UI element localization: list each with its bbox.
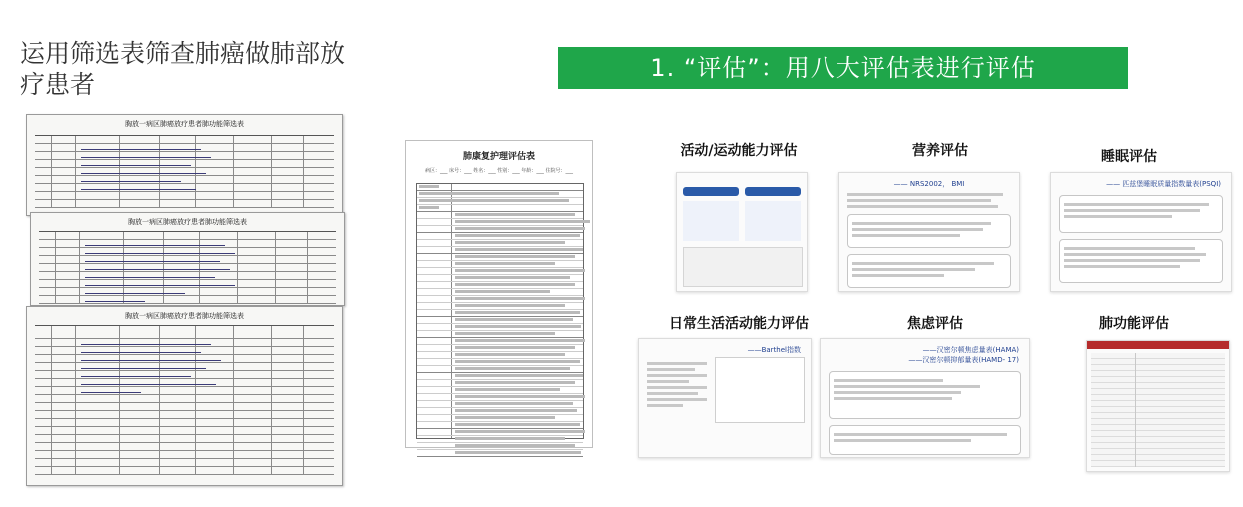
form-subtitle: 病区：___ 床号：___ 姓名：___ 性别：___ 年龄：___ 住院号：___: [425, 168, 573, 174]
card-title-lung: 肺功能评估: [1099, 316, 1169, 332]
card-title-nutrition: 营养评估: [912, 143, 968, 159]
card-title-anxiety: 焦虑评估: [907, 316, 963, 332]
screening-form-scan-3: [26, 306, 343, 486]
form-title: 肺康复护理评估表: [462, 152, 535, 162]
adl-scale-name: ——Barthel指数: [747, 346, 801, 354]
activity-assessment-image: [676, 172, 808, 292]
sleep-scale-name: —— 匹兹堡睡眠质量指数量表(PSQI): [1106, 180, 1221, 188]
adl-assessment-image: [638, 338, 812, 458]
nursing-assessment-form: [405, 140, 593, 448]
form-body: [416, 183, 584, 439]
card-title-activity: 活动/运动能力评估: [680, 143, 798, 159]
card-title-sleep: 睡眠评估: [1101, 149, 1157, 165]
scan-form-header: 胸放一病区肺癌放疗患者肺功能筛选表: [125, 120, 244, 128]
scan-form-header: 胸放一病区肺癌放疗患者肺功能筛选表: [128, 218, 247, 226]
scan-form-header: 胸放一病区肺癌放疗患者肺功能筛选表: [125, 312, 244, 320]
nutrition-scale-name: —— NRS2002， BMI: [893, 180, 965, 188]
nutrition-assessment-image: [838, 172, 1020, 292]
page-title: 运用筛选表筛查肺癌做肺部放疗患者: [20, 39, 346, 99]
anxiety-scale-name: ——汉密尔顿焦虑量表(HAMA) ——汉密尔顿抑郁量表(HAMD- 17): [908, 346, 1019, 364]
lung-function-image: [1086, 340, 1230, 472]
screening-form-scan-1: [26, 114, 343, 216]
section-banner: 1. “评估”：用八大评估表进行评估: [558, 47, 1128, 89]
card-title-adl: 日常生活活动能力评估: [669, 316, 809, 332]
screening-form-scan-2: [30, 212, 345, 306]
sleep-assessment-image: [1050, 172, 1232, 292]
anxiety-assessment-image: [820, 338, 1030, 458]
